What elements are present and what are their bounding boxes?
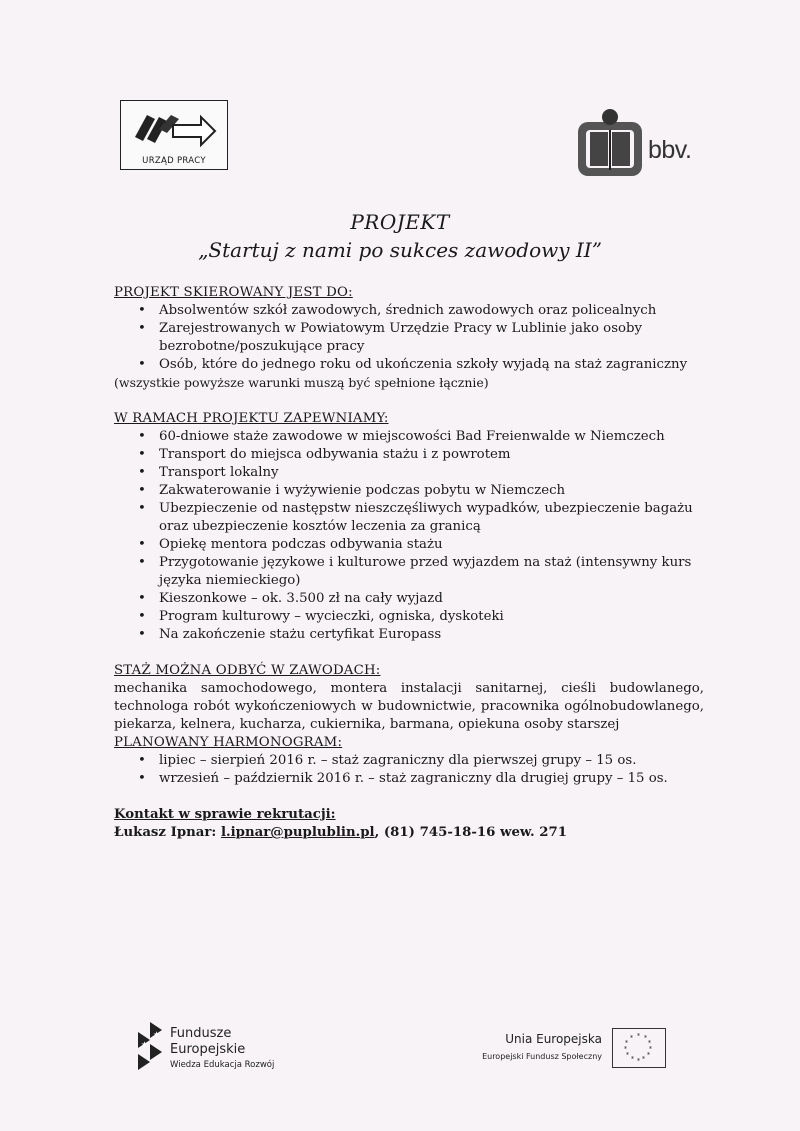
bbv-book-icon (576, 108, 644, 178)
ue-name: Unia Europejska (505, 1032, 602, 1046)
svg-text:★: ★ (141, 1040, 149, 1049)
list-item: • Zakwaterowanie i wyżywienie podczas pobytu w Niemczech (114, 482, 704, 500)
contact-suffix: , (81) 745-18-16 wew. 271 (374, 825, 568, 840)
ue-subtitle: Europejski Fundusz Społeczny (482, 1052, 602, 1061)
list-item: • wrzesień – październik 2016 r. – staż zagraniczny dla drugiej grupy – 15 os. (114, 770, 704, 788)
fundusze-europejskie-logo (136, 1022, 306, 1078)
svg-text:*: * (647, 1052, 650, 1059)
bbv-logo (576, 108, 706, 180)
svg-text:*: * (624, 1046, 627, 1053)
svg-text:*: * (637, 1033, 640, 1040)
list-item: • Kieszonkowe – ok. 3.500 zł na cały wyjazd (114, 590, 704, 608)
contact-line (114, 824, 704, 842)
svg-text:*: * (626, 1052, 629, 1059)
flyer-content (114, 284, 704, 842)
eu-stars-icon (613, 1029, 665, 1067)
contact-heading: Kontakt w sprawie rekrutacji: (114, 807, 336, 822)
professions-heading: STAŻ MOŻNA ODBYĆ W ZAWODACH: (114, 663, 381, 678)
list-item: • Ubezpieczenie od następstw nieszczęśliwych wypadków, ubezpieczenie bagażu oraz ubezpieczenie kosztów leczenia za granicą (114, 500, 704, 536)
svg-text:*: * (649, 1046, 652, 1053)
target-heading: PROJEKT SKIEROWANY JEST DO: (114, 285, 353, 300)
svg-text:*: * (637, 1058, 640, 1065)
svg-text:*: * (644, 1035, 647, 1042)
urzad-pracy-logo (120, 100, 228, 170)
svg-text:★: ★ (153, 1030, 161, 1039)
schedule-heading: PLANOWANY HARMONOGRAM: (114, 735, 343, 750)
list-item: • Opiekę mentora podczas odbywania stażu (114, 536, 704, 554)
contact-email-link[interactable]: l.ipnar@puplublin.pl (220, 825, 375, 840)
list-item: • Absolwentów szkół zawodowych, średnich zawodowych oraz policealnych (114, 302, 704, 320)
fundusze-name: Fundusze Europejskie (170, 1026, 246, 1057)
list-item: • Program kulturowy – wycieczki, ogniska, dyskoteki (114, 608, 704, 626)
list-item: • Zarejestrowanych w Powiatowym Urzędzie Pracy w Lublinie jako osoby bezrobotne/poszukujące pracy (114, 320, 704, 356)
svg-text:*: * (630, 1035, 633, 1042)
offer-heading: W RAMACH PROJEKTU ZAPEWNIAMY: (114, 411, 389, 426)
page-subtitle: „Startuj z nami po sukces zawodowy II” (198, 238, 602, 262)
list-item: • Osób, które do jednego roku od ukończenia szkoły wyjadą na staż zagraniczny (114, 356, 704, 374)
urzad-pracy-caption: URZĄD PRACY (142, 156, 206, 166)
svg-text:*: * (631, 1056, 634, 1063)
bbv-text: bbv. (648, 136, 692, 164)
svg-text:*: * (648, 1040, 651, 1047)
page-title: PROJEKT (350, 210, 450, 234)
fundusze-subtitle: Wiedza Edukacja Rozwój (170, 1060, 275, 1070)
conditions-note: (wszystkie powyższe warunki muszą być spełnione łącznie) (114, 375, 489, 390)
svg-text:*: * (625, 1040, 628, 1047)
urzad-pracy-arrows-icon (133, 107, 217, 147)
svg-text:*: * (642, 1056, 645, 1063)
offer-list (114, 428, 704, 644)
schedule-list (114, 752, 704, 788)
list-item: • Przygotowanie językowe i kulturowe przed wyjazdem na staż (intensywny kurs języka niemieckiego) (114, 554, 704, 590)
unia-europejska-logo (482, 1028, 672, 1078)
target-list (114, 302, 704, 374)
list-item: • 60-dniowe staże zawodowe w miejscowości Bad Freienwalde w Niemczech (114, 428, 704, 446)
list-item: • lipiec – sierpień 2016 r. – staż zagraniczny dla pierwszej grupy – 15 os. (114, 752, 704, 770)
professions-text: mechanika samochodowego, montera instalacji sanitarnej, cieśli budowlanego, technologa robót wykończeniowych w budownictwie, pracownika ogólnobudowlanego, piekarza, kelnera, kucharza, cukiernika, barmana, opiekuna osoby starszej (114, 681, 704, 732)
contact-prefix: Łukasz Ipnar: (114, 825, 221, 840)
list-item: • Transport do miejsca odbywania stażu i z powrotem (114, 446, 704, 464)
list-item: • Transport lokalny (114, 464, 704, 482)
list-item: • Na zakończenie stażu certyfikat Europass (114, 626, 704, 644)
eu-flag (612, 1028, 666, 1068)
fundusze-stars-icon (136, 1022, 164, 1072)
